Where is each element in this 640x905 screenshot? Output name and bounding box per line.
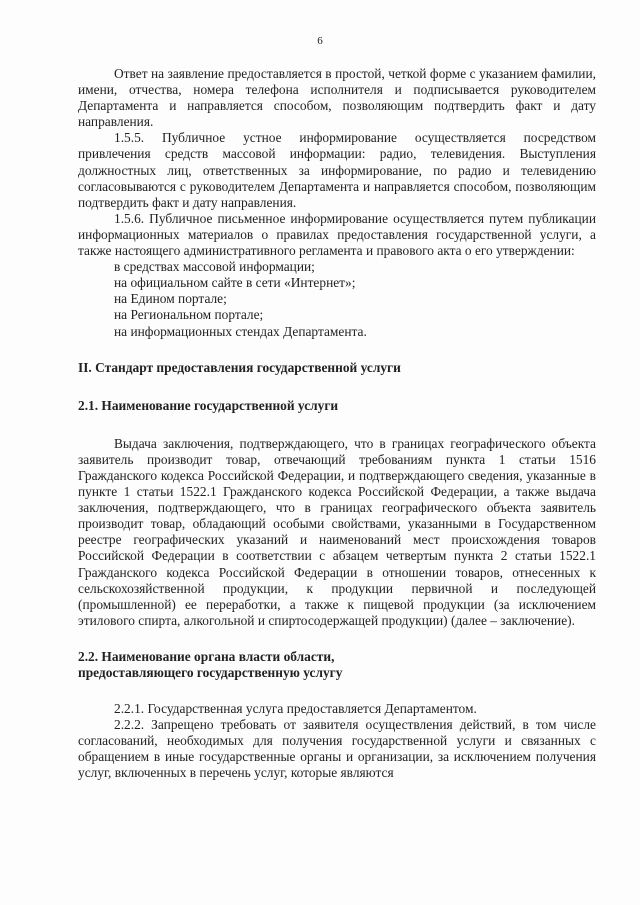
subsection-2-2-heading-line2: предоставляющего государственную услугу [78, 665, 343, 680]
document-body [78, 66, 596, 782]
list-item: на Региональном портале; [114, 307, 264, 323]
subsection-2-1-heading: 2.1. Наименование государственной услуги [78, 397, 339, 413]
paragraph-2-2-1: 2.2.1. Государственная услуга предоставляется Департаментом. [114, 701, 477, 717]
list-item: на Едином портале; [114, 291, 227, 307]
paragraph-2-2-2: 2.2.2. Запрещено требовать от заявителя осуществления действий, в том числе согласований, необходимых для получения государственной услуги и связанных с обращением в иные государственные органы и организации, за исключением получения услуг, включенных в перечень услуг, которые являются [78, 717, 596, 781]
subsection-2-2-heading-line1: 2.2. Наименование органа власти области, [78, 648, 335, 664]
page-number: 6 [317, 35, 323, 47]
paragraph-1-5-6: 1.5.6. Публичное письменное информирование осуществляется путем публикации информационных материалов о правилах предоставления государственной услуги, а также настоящего административного регламента и правового акта о его утверждении: [78, 210, 596, 259]
paragraph-1-5-5: 1.5.5. Публичное устное информирование осуществляется посредством привлечения средств массовой информации: радио, телевидения. Выступления должностных лиц, ответственных за информирование, по радио и телевидению согласовываются с руководителем Департамента и направляется способом, позволяющим подтвердить факт и дату направления. [78, 130, 596, 210]
list-item: на информационных стендах Департамента. [114, 323, 367, 339]
list-item: на официальном сайте в сети «Интернет»; [114, 275, 356, 291]
section-heading: II. Стандарт предоставления государственной услуги [78, 359, 401, 375]
paragraph-2-1: Выдача заключения, подтверждающего, что в границах географического объекта заявитель производит товар, отвечающий требованиям пункта 1 статьи 1516 Гражданского кодекса Российской Федерации, и подтверждающего сведения, указанные в пункте 1 статьи 1522.1 Гражданского кодекса Российской Федерации, а также выдача заключения, подтверждающего, что в границах географического объекта заявитель производит товар, обладающий особыми свойствами, указанными в Государственном реестре географических указаний и наименований мест происхождения товаров Российской Федерации в соответствии с абзацем четвертым пункта 2 статьи 1522.1 Гражданского кодекса Российской Федерации в отношении товаров, отнесенных к сельскохозяйственной продукции, к продукции первичной и последующей (промышленной) ее переработки, а также к пищевой продукции (за исключением этилового спирта, алкогольной и спиртосодержащей продукции) (далее – заключение). [78, 435, 596, 628]
paragraph-response: Ответ на заявление предоставляется в простой, четкой форме с указанием фамилии, имени, отчества, номера телефона исполнителя и подписывается руководителем Департамента и направляется способом, позволяющим подтвердить факт и дату направления. [78, 66, 596, 130]
publication-list [78, 259, 596, 339]
list-item: в средствах массовой информации; [114, 259, 315, 275]
